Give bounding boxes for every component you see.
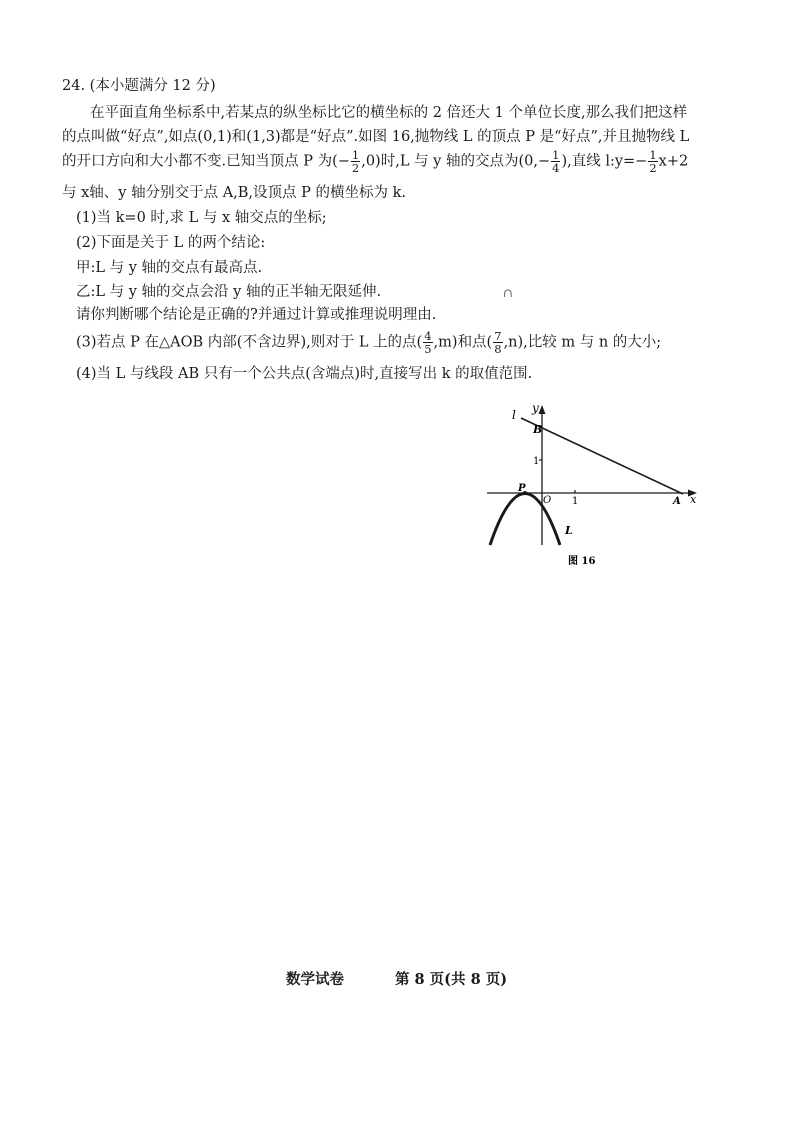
question-2-ask: 请你判断哪个结论是正确的?并通过计算或推理说明理由. [76,307,437,323]
p3-text-d: x+2 [658,153,689,170]
problem-paragraph-line-2: 的点叫做“好点”,如点(0,1)和(1,3)都是“好点”.如图 16,抛物线 L 的顶点 P 是“好点”,并且抛物线 L [62,129,690,145]
question-2: (2)下面是关于 L 的两个结论: [76,235,266,251]
problem-header: 24. (本小题满分 12 分) [62,78,216,94]
fraction-numerator: 7 [494,329,502,343]
p3-text-a: 的开口方向和大小都不变.已知当顶点 P 为(− [62,153,350,170]
footer-page-number: 第 8 页(共 8 页) [395,971,508,988]
label-y-one: 1 [533,456,540,467]
q3-text-a: (3)若点 P 在△AOB 内部(不含边界),则对于 L 上的点( [76,334,423,351]
label-A: A [673,496,681,507]
conclusion-jia: 甲:L 与 y 轴的交点有最高点. [76,260,263,276]
label-y: y [532,401,539,415]
label-x: x [690,493,697,506]
label-B: B [533,423,543,436]
problem-paragraph-line-4: 与 x轴、y 轴分别交于点 A,B,设顶点 P 的横坐标为 k. [62,185,407,201]
line-l [521,418,683,494]
label-L: L [565,524,573,537]
question-1: (1)当 k=0 时,求 L 与 x 轴交点的坐标; [76,210,327,226]
label-x-one: 1 [572,496,579,507]
q3-text-c: ,n),比较 m 与 n 的大小; [503,334,662,351]
problem-paragraph-line-1: 在平面直角坐标系中,若某点的纵坐标比它的横坐标的 2 倍还大 1 个单位长度,那么我们把这样 [90,105,688,121]
conclusion-yi: 乙:L 与 y 轴的交点会沿 y 轴的正半轴无限延伸. [76,284,382,300]
fraction-numerator: 1 [649,148,657,162]
p3-text-b: ,0)时,L 与 y 轴的交点为(0,− [361,153,551,170]
figure-caption: 图 16 [568,556,596,567]
label-P: P [518,483,526,494]
fraction-numerator: 1 [351,148,360,162]
y-axis-arrow-icon [539,405,546,414]
question-4: (4)当 L 与线段 AB 只有一个公共点(含端点)时,直接写出 k 的取值范围. [76,366,533,382]
footer-subject: 数学试卷 [286,971,344,988]
fraction-denominator: 2 [351,161,360,175]
fraction-numerator: 4 [424,329,432,343]
fraction-numerator: 1 [552,148,560,162]
stray-mark: ∩ [503,286,514,300]
label-O: O [543,495,552,506]
fraction-denominator: 5 [424,342,432,356]
fraction-denominator: 8 [494,342,502,356]
p3-text-c: ),直线 l:y=− [561,153,648,170]
fraction-denominator: 4 [552,161,560,175]
label-l: l [512,408,516,422]
fraction-denominator: 2 [649,161,657,175]
q3-text-b: ,m)和点( [433,334,493,351]
